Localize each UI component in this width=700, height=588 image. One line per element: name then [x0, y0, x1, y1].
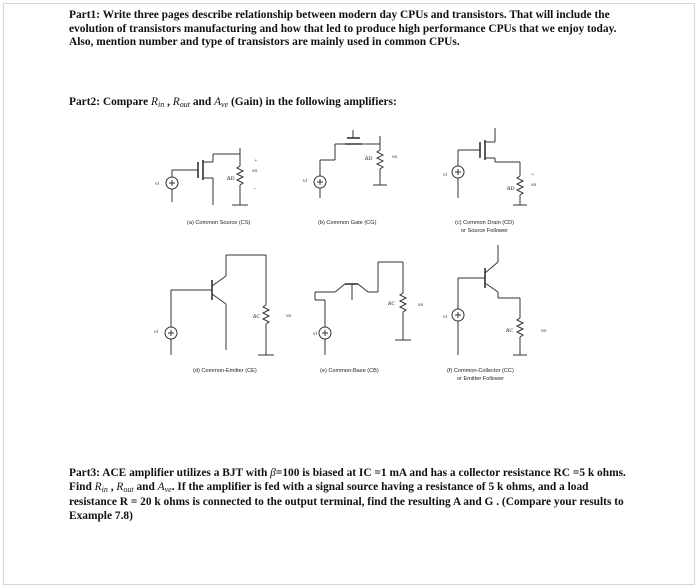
caption-e: (e) Common-Base (CB)	[320, 368, 379, 374]
part3-text-2: =100 is biased at IC =1 mA and has a collector resistance RC =5 k ohms.	[275, 467, 626, 479]
part3-find: Find	[69, 480, 95, 493]
plus-label: +	[531, 172, 535, 178]
part2-text: Compare	[100, 96, 152, 108]
part3-comma: ,	[107, 480, 117, 493]
vi-label: vi	[313, 331, 317, 337]
r-out-subscript: out	[123, 484, 134, 494]
part2-comma: ,	[164, 96, 173, 108]
vo-label: vo	[541, 328, 547, 334]
a-subscript: ve	[164, 484, 172, 494]
a-symbol: A	[214, 96, 222, 108]
circuit-common-source	[155, 148, 258, 226]
part2-lead: Part2:	[69, 96, 100, 108]
part1-text: Write three pages describe relationship between modern day CPUs and transistors. That will include the evolution of transistors manufacturing and how that led to produce high performance CPUs that we enjoy today. Also, mention number and type of transistors are mainly used in common CPUs.	[69, 9, 617, 49]
vo-label: vo	[286, 313, 292, 319]
caption-a: (a) Common Source (CS)	[187, 220, 251, 226]
vi-label: vi	[443, 172, 447, 178]
circuit-common-drain	[443, 128, 536, 234]
part1-lead: Part1:	[69, 9, 100, 21]
beta-symbol: β	[270, 467, 276, 479]
caption-b: (b) Common Gate (CG)	[318, 220, 377, 226]
a-symbol: A	[157, 480, 165, 493]
part3-text-3: . If the amplifier is fed with a signal source having a resistance of 5 k ohms, and a load resistance R = 20 k ohms is connected to the output terminal, find the resulting A and G . (Compare your results to Example 7.8)	[69, 480, 624, 522]
vi-label: vi	[443, 314, 447, 320]
r-in-symbol: R	[151, 96, 159, 108]
rc-label: RC	[253, 314, 261, 320]
part3-paragraph	[69, 467, 635, 523]
circuit-common-gate	[303, 130, 397, 226]
r-in-subscript: in	[101, 484, 108, 494]
r-in-symbol: R	[94, 480, 102, 493]
caption-f-line1: (f) Common-Collector (CC)	[447, 368, 514, 374]
rc-label: RC	[388, 301, 396, 307]
vo-label: vo	[252, 168, 258, 174]
vi-label: vi	[303, 178, 307, 184]
minus-label: -	[254, 186, 256, 192]
plus-label: +	[254, 158, 258, 164]
circuit-common-collector	[443, 245, 546, 382]
vi-label: vi	[155, 181, 159, 187]
part2-and: and	[190, 96, 215, 108]
circuit-common-emitter	[154, 255, 291, 374]
circuit-common-base	[313, 262, 423, 374]
part3-text-1: ACE amplifier utilizes a BJT with	[100, 467, 271, 479]
part2-text-after: (Gain) in the following amplifiers:	[228, 96, 397, 108]
vo-label: vo	[531, 182, 537, 188]
part3-lead: Part3:	[69, 467, 100, 479]
vo-label: vo	[418, 302, 424, 308]
a-subscript: ve	[221, 100, 229, 109]
rc-label: RC	[506, 328, 514, 334]
r-out-symbol: R	[172, 96, 180, 108]
part3-and: and	[133, 480, 158, 493]
rd-label: RD	[365, 156, 373, 162]
rd-label: RD	[507, 186, 515, 192]
r-out-subscript: out	[179, 100, 190, 109]
caption-c-line1: (c) Common Drain (CD)	[455, 220, 515, 226]
r-in-subscript: in	[158, 100, 165, 109]
vi-label: vi	[154, 329, 158, 335]
caption-f-line2: or Emitter Follower	[457, 376, 504, 382]
vo-label: vo	[392, 154, 398, 160]
caption-c-line2: or Source Follower	[461, 228, 508, 234]
caption-d: (d) Common-Emitter (CE)	[193, 368, 257, 374]
rd-label: RD	[227, 176, 235, 182]
r-out-symbol: R	[116, 480, 124, 493]
